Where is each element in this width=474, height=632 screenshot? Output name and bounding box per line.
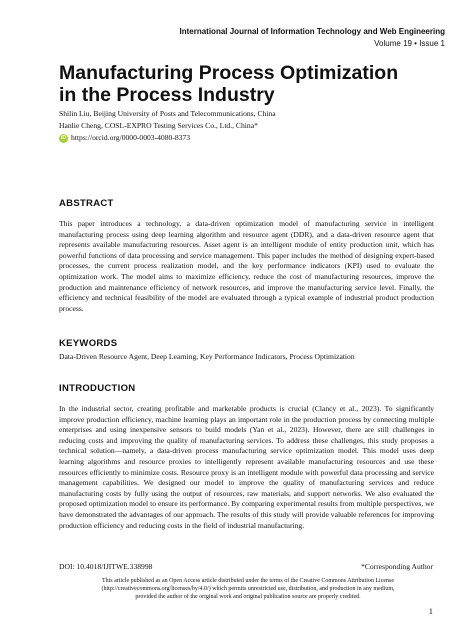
orcid-icon: iD — [61, 135, 66, 141]
running-header — [180, 26, 446, 50]
author-2: Hanlie Cheng, COSL-EXPRO Testing Services Co., Ltd., China* — [59, 121, 258, 130]
introduction-heading: INTRODUCTION — [59, 383, 136, 394]
abstract-text: This paper introduces a technology, a data-driven optimization model of manufacturing service in intelligent manufacturing process using deep learning algorithm and resource agent (DDR), and a data-driven resource agent that represents available manufacturing resources. Asset agent is an intelligent module of entity production unit, which has powerful functions of data processing and service management. This paper includes the method of designing expert-based processes, the current process realization model, and the key performance indicators (KPI) used to evaluate the optimization work. The model aims to maximize efficiency, reduce the cost of manufacturing resources, improve the production and maintenance efficiency of network resources, and improve the manufacturing service level. Finally, the efficiency and technical feasibility of the model are evaluated through a typical example of industrial product production process. — [59, 219, 434, 313]
orcid-link[interactable]: https://orcid.org/0000-0003-4080-8373 — [71, 133, 191, 142]
license-notice: This article published as an Open Access article distributed under the terms of the Creative Commons Attribution License (http://creativecommons.org/licenses/by/4.0/) which permits unrestricted use, distribution, and production in any medium, provided the author of the original work and original publication source are properly credited. — [101, 578, 395, 600]
introduction-text: In the industrial sector, creating profitable and marketable products is crucial (Clancy et al., 2023). To significantly improve production efficiency, machine learning plays an important role in the production process by connecting multiple enterprises and using inexpensive sensors to build models (Yan et al., 2023). However, there are still challenges in reducing costs and improving the quality of manufacturing services. To address these challenges, this study proposes a technical solution—namely, a data-driven process manufacturing service optimization model. This model uses deep learning algorithms and resource proxies to intelligently represent available manufacturing resources and use these resources efficiently to minimize costs. Resource proxy is an intelligent module with powerful data processing and service management capabilities. We designed our model to improve the quality of manufacturing services and reduce manufacturing costs by fully using the output of resources, raw materials, and support networks. We also evaluated the proposed optimization model to ensure its performance. By comparing experimental results from multiple perspectives, we have demonstrated the advantages of our approach. The results of this study will provide valuable references for improving production efficiency and reducing costs in the field of industrial manufacturing. — [59, 404, 434, 530]
paper-title — [59, 62, 439, 106]
author-1: Shilin Liu, Beijing University of Posts and Telecommunications, China — [59, 109, 276, 118]
paper-title-line-1: Manufacturing Process Optimization — [59, 62, 399, 84]
abstract-heading: ABSTRACT — [59, 198, 114, 209]
journal-name: International Journal of Information Technology and Web Engineering — [179, 27, 445, 36]
keywords-heading: KEYWORDS — [59, 338, 118, 349]
paper-title-line-2: in the Process Industry — [59, 84, 275, 106]
volume-issue: Volume 19 • Issue 1 — [374, 39, 445, 48]
orcid-line — [59, 132, 276, 144]
page-number: 1 — [428, 606, 433, 616]
keywords-text: Data-Driven Resource Agent, Deep Learning, Key Performance Indicators, Process Optimization — [59, 352, 355, 361]
corresponding-author-note: *Corresponding Author — [361, 562, 433, 571]
author-block — [59, 108, 276, 144]
doi: DOI: 10.4018/IJITWE.338998 — [59, 562, 153, 571]
